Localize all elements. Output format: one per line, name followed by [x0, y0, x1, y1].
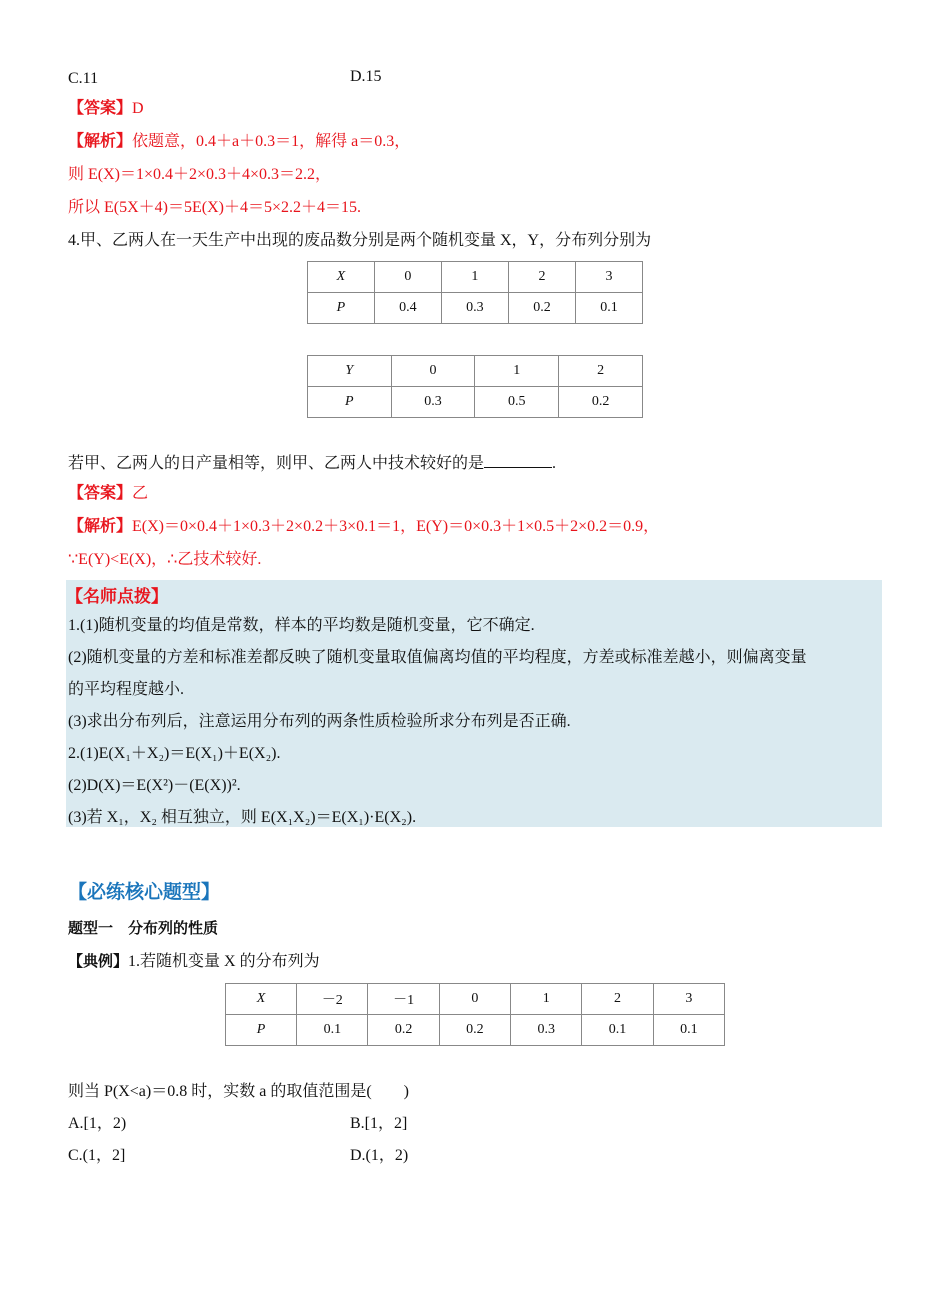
table-cell: －1: [368, 984, 439, 1015]
table-row: [226, 1015, 725, 1046]
q4-question: [68, 451, 556, 475]
table-cell: 0.2: [508, 293, 575, 324]
table-row: [308, 387, 643, 418]
table-cell: X: [308, 262, 375, 293]
table-cell: 0.3: [391, 387, 475, 418]
answer-label: 【答案】: [68, 485, 133, 502]
table-cell: 3: [653, 984, 724, 1015]
analysis-label: 【解析】: [68, 133, 133, 150]
q4-analysis-line2: ∵E(Y)<E(X)，∴乙技术较好.: [68, 551, 262, 568]
table-cell: 0.1: [653, 1015, 724, 1046]
table-cell: 1: [511, 984, 582, 1015]
tip-line: 1.(1)随机变量的均值是常数，样本的平均数是随机变量，它不确定.: [68, 617, 535, 634]
tip-line: (2)D(X)＝E(X²)－(E(X))².: [68, 777, 241, 794]
q3-analysis-line1: [68, 131, 410, 153]
answer-value: D: [132, 100, 144, 117]
table-cell: P: [226, 1015, 297, 1046]
q3-answer: [68, 98, 144, 120]
table-cell: 0: [439, 984, 510, 1015]
example-option-a: A.[1，2): [68, 1115, 127, 1132]
table-cell: 0.2: [559, 387, 643, 418]
table-cell: 0.3: [441, 293, 508, 324]
table-row: [308, 356, 643, 387]
distribution-table-y: [307, 355, 643, 418]
table-cell: 2: [582, 984, 653, 1015]
table-cell: －2: [297, 984, 368, 1015]
question-end: .: [552, 455, 557, 472]
q3-analysis-line3: 所以 E(5X＋4)＝5E(X)＋4＝5×2.2＋4＝15.: [68, 199, 361, 216]
q3-option-d: D.15: [350, 68, 382, 85]
question-text: 若甲、乙两人的日产量相等，则甲、乙两人中技术较好的是: [68, 455, 485, 472]
tip-line: (2)随机变量的方差和标准差都反映了随机变量取值偏离均值的平均程度，方差或标准差越小，则偏离变量: [68, 649, 807, 666]
table-cell: 0.1: [575, 293, 642, 324]
table-cell: X: [226, 984, 297, 1015]
table-cell: 3: [575, 262, 642, 293]
answer-label: 【答案】: [68, 100, 133, 117]
q4-analysis-line1: [68, 516, 659, 538]
table-cell: 0.1: [297, 1015, 368, 1046]
q4-answer: [68, 483, 148, 505]
example-label: 【典例】: [68, 952, 129, 970]
analysis-label: 【解析】: [68, 518, 133, 535]
answer-value: 乙: [132, 485, 149, 502]
section-title: 【必练核心题型】: [68, 881, 221, 903]
table-cell: Y: [308, 356, 392, 387]
example-option-b: B.[1，2]: [350, 1115, 408, 1132]
distribution-table-example: [225, 983, 725, 1046]
table-cell: 0.2: [368, 1015, 439, 1046]
tips-title: 【名师点拨】: [66, 587, 168, 607]
table-cell: P: [308, 387, 392, 418]
tip-line: (3)若 X₁，X₂ 相互独立，则 E(X₁X₂)＝E(X₁)·E(X₂).: [68, 809, 417, 826]
table-cell: 1: [441, 262, 508, 293]
analysis-text: 依题意，0.4＋a＋0.3＝1，解得 a＝0.3，: [132, 133, 411, 150]
table-cell: 2: [508, 262, 575, 293]
table-cell: 2: [559, 356, 643, 387]
table-cell: 0.5: [475, 387, 559, 418]
tip-line: (3)求出分布列后，注意运用分布列的两条性质检验所求分布列是否正确.: [68, 713, 571, 730]
table-row: [226, 984, 725, 1015]
q3-analysis-line2: 则 E(X)＝1×0.4＋2×0.3＋4×0.3＝2.2，: [68, 166, 332, 183]
table-cell: 0: [374, 262, 441, 293]
table-cell: 0: [391, 356, 475, 387]
table-row: [308, 293, 643, 324]
table-cell: 0.1: [582, 1015, 653, 1046]
table-cell: P: [308, 293, 375, 324]
example-text: 1.若随机变量 X 的分布列为: [128, 953, 320, 970]
table-cell: 1: [475, 356, 559, 387]
example-option-c: C.(1，2]: [68, 1147, 126, 1164]
q3-option-c: C.11: [68, 70, 99, 87]
example-option-d: D.(1，2): [350, 1147, 409, 1164]
analysis-text: E(X)＝0×0.4＋1×0.3＋2×0.2＋3×0.1＝1，E(Y)＝0×0.3＋1×0.5＋2×0.2＝0.9，: [132, 518, 660, 535]
example-question: 则当 P(X<a)＝0.8 时，实数 a 的取值范围是( ): [68, 1083, 409, 1100]
table-cell: 0.4: [374, 293, 441, 324]
table-cell: 0.2: [439, 1015, 510, 1046]
tip-line: 2.(1)E(X₁＋X₂)＝E(X₁)＋E(X₂).: [68, 745, 281, 762]
question-type-title: 题型一 分布列的性质: [68, 919, 219, 937]
table-cell: 0.3: [511, 1015, 582, 1046]
distribution-table-x: [307, 261, 643, 324]
table-row: [308, 262, 643, 293]
example-stem: [68, 950, 320, 973]
q4-stem: 4.甲、乙两人在一天生产中出现的废品数分别是两个随机变量 X，Y，分布列分别为: [68, 232, 652, 249]
tip-line: 的平均程度越小.: [68, 681, 185, 698]
answer-blank: [484, 451, 552, 468]
